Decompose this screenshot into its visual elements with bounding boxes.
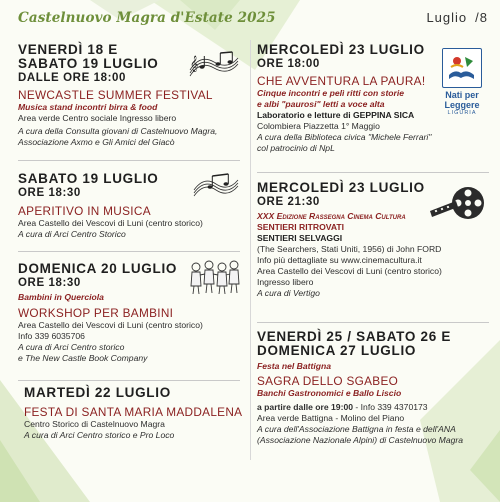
event-line: Area Castello dei Vescovi di Luni (centro storico) bbox=[18, 218, 203, 228]
event-title: SAGRA DELLO SGABEO bbox=[257, 374, 399, 388]
event-line: Ingresso libero bbox=[257, 277, 314, 287]
page-number: /8 bbox=[475, 10, 488, 25]
event-time: ORE 21:30 bbox=[257, 196, 320, 208]
event-date: VENERDÌ 18 E bbox=[18, 42, 118, 57]
event-time: ORE 18:30 bbox=[18, 277, 81, 289]
event-avventura bbox=[257, 43, 437, 154]
event-line: Laboratorio e letture di GEPPINA SICA bbox=[257, 110, 415, 120]
event-line: A cura dell'Associazione Battigna in festa e dell'ANA bbox=[257, 424, 456, 434]
event-line: Area Castello dei Vescovi di Luni (centro storico) bbox=[257, 266, 442, 276]
event-line: A cura della Consulta giovani di Castelnuovo Magra, bbox=[18, 126, 218, 136]
event-subtitle: e albi "paurosi" letti a voce alta bbox=[257, 99, 385, 109]
nati-per-leggere-logo bbox=[436, 48, 488, 122]
event-line: A cura di Arci Centro storico bbox=[18, 342, 125, 352]
event-line: Info più dettagliate su www.cinemacultura.it bbox=[257, 255, 422, 265]
event-date: DOMENICA 20 LUGLIO bbox=[18, 261, 178, 276]
children-icon bbox=[188, 258, 242, 298]
event-subtitle: XXX Edizione Rassegna Cinema Cultura bbox=[257, 211, 406, 221]
event-date: SABATO 19 LUGLIO bbox=[18, 171, 159, 186]
event-date: VENERDÌ 25 / SABATO 26 E bbox=[257, 329, 452, 344]
separator bbox=[257, 172, 489, 173]
event-line: Info 339 6035706 bbox=[18, 331, 85, 341]
event-line: Associazione Axmo e Gli Amici del Giacò bbox=[18, 137, 175, 147]
event-sagra-sgabeo bbox=[257, 330, 497, 446]
music-notes-icon bbox=[188, 50, 240, 80]
separator bbox=[18, 160, 240, 161]
event-info: - Info 339 4370173 bbox=[353, 402, 428, 412]
event-title: FESTA DI SANTA MARIA MADDALENA bbox=[24, 405, 243, 419]
separator bbox=[18, 251, 240, 252]
event-line: A cura di Arci Centro storico e Pro Loco bbox=[24, 430, 175, 440]
event-title: CHE AVVENTURA LA PAURA! bbox=[257, 74, 426, 88]
event-line: A cura di Arci Centro Storico bbox=[18, 229, 126, 239]
event-title: WORKSHOP PER BAMBINI bbox=[18, 306, 174, 320]
event-subtitle: Festa nel Battigna bbox=[257, 361, 332, 371]
event-title: SENTIERI RITROVATI bbox=[257, 222, 345, 232]
event-subtitle: Cinque incontri e pelì ritti con storie bbox=[257, 88, 405, 98]
event-date: MERCOLEDÌ 23 LUGLIO bbox=[257, 180, 425, 195]
event-title: NEWCASTLE SUMMER FESTIVAL bbox=[18, 88, 213, 102]
event-subtitle: Banchi Gastronomici e Ballo Liscio bbox=[257, 388, 402, 398]
event-line: col patrocinio di NpL bbox=[257, 143, 335, 153]
event-subtitle: Musica stand incontri birra & food bbox=[18, 102, 158, 112]
event-line: A cura di Vertigo bbox=[257, 288, 320, 298]
event-festa-santa-maria bbox=[24, 386, 264, 441]
logo-text: LIGURIA bbox=[447, 110, 477, 116]
event-line: Area verde Centro sociale Ingresso libero bbox=[18, 113, 177, 123]
header-month: Luglio bbox=[426, 10, 468, 25]
column-divider bbox=[250, 40, 251, 460]
event-time: DALLE ORE 18:00 bbox=[18, 72, 127, 84]
event-line: A cura della Biblioteca civica "Michele Ferrari" bbox=[257, 132, 432, 142]
event-line: Colombiera Piazzetta 1° Maggio bbox=[257, 121, 380, 131]
event-line: SENTIERI SELVAGGI bbox=[257, 233, 343, 243]
separator bbox=[257, 322, 489, 323]
event-date: SABATO 19 LUGLIO bbox=[18, 56, 159, 71]
event-date: DOMENICA 27 LUGLIO bbox=[257, 343, 417, 358]
event-title: APERITIVO IN MUSICA bbox=[18, 204, 151, 218]
event-time: a partire dalle ore 19:00 bbox=[257, 402, 354, 412]
header-month-page bbox=[426, 10, 488, 25]
event-time: ORE 18:00 bbox=[257, 58, 320, 70]
event-line: Centro Storico di Castelnuovo Magra bbox=[24, 419, 165, 429]
event-line: Area Castello dei Vescovi di Luni (centro storico) bbox=[18, 320, 203, 330]
event-line: Area verde Battigna - Molino del Piano bbox=[257, 413, 405, 423]
event-date: MERCOLEDÌ 23 LUGLIO bbox=[257, 42, 425, 57]
event-line: e The New Castle Book Company bbox=[18, 353, 148, 363]
header-title: Castelnuovo Magra d'Estate 2025 bbox=[18, 10, 276, 26]
separator bbox=[18, 380, 240, 381]
book-reader-icon bbox=[442, 48, 482, 88]
logo-text: Leggere bbox=[444, 100, 480, 110]
logo-text: Nati per bbox=[445, 90, 479, 100]
event-date: MARTEDÌ 22 LUGLIO bbox=[24, 385, 171, 400]
event-subtitle: Bambini in Querciola bbox=[18, 292, 104, 302]
film-reel-icon bbox=[428, 183, 488, 225]
event-line: (Associazione Nazionale Alpini) di Castelnuovo Magra bbox=[257, 435, 464, 445]
event-line: (The Searchers, Stati Uniti, 1956) di John FORD bbox=[257, 244, 442, 254]
event-time: ORE 18:30 bbox=[18, 187, 81, 199]
event-time-line bbox=[257, 402, 497, 413]
music-notes-icon bbox=[192, 172, 240, 200]
svg-text:𝄞: 𝄞 bbox=[190, 56, 199, 72]
